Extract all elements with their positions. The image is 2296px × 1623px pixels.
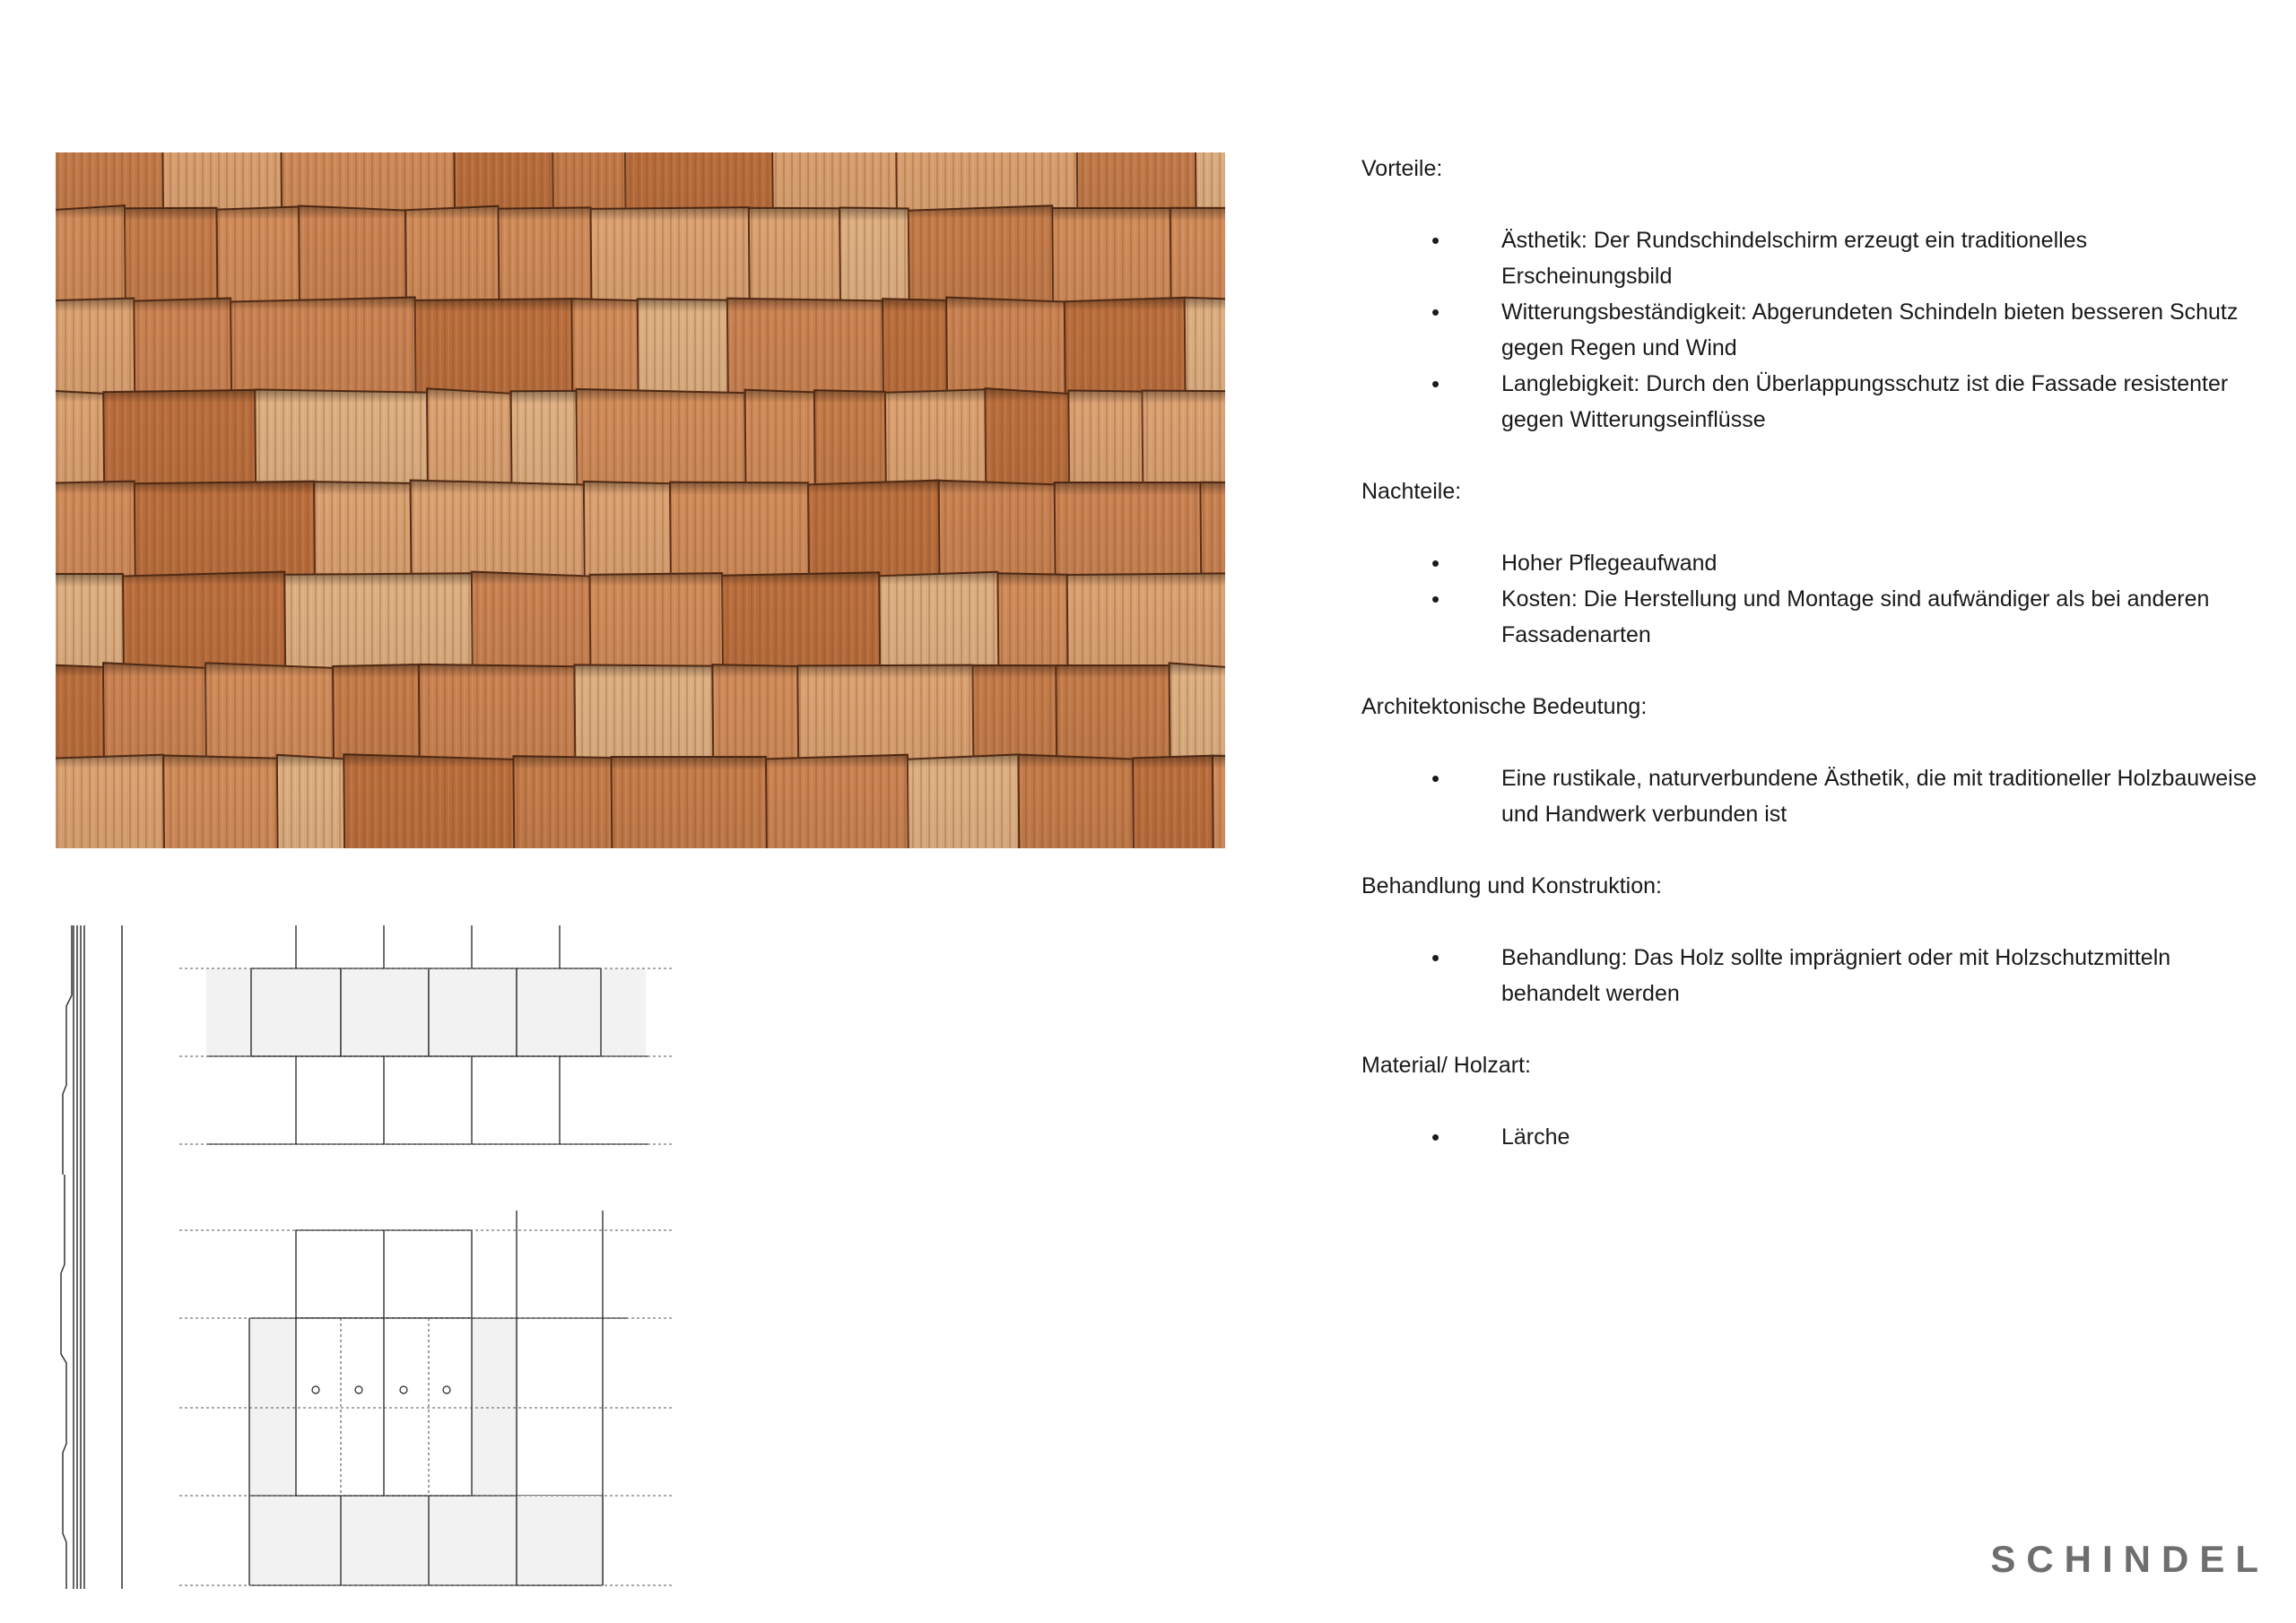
upper-shingle-grid bbox=[206, 925, 648, 1144]
section bbox=[1361, 473, 2258, 653]
section bbox=[1361, 1047, 2258, 1155]
list-item: • Eine rustikale, naturverbundene Ästhetik, die mit traditioneller Holzbauweise und Handwerk verbunden ist bbox=[1361, 760, 2258, 832]
shingle-shade bbox=[344, 754, 515, 848]
bullet-list bbox=[1361, 545, 2258, 653]
shingle-shade bbox=[1133, 756, 1214, 848]
brand-wordmark: SCHINDEL bbox=[1990, 1538, 2269, 1580]
section bbox=[1361, 151, 2258, 438]
bullet-list bbox=[1361, 222, 2258, 438]
bullet-list bbox=[1361, 940, 2258, 1011]
lower-shingle-grid bbox=[249, 1211, 628, 1585]
section-title: Material/ Holzart: bbox=[1361, 1053, 1531, 1078]
shingle-shade bbox=[277, 755, 345, 848]
shingle-shade bbox=[766, 755, 909, 848]
list-item: • Hoher Pflegeaufwand bbox=[1361, 545, 2258, 581]
info-column bbox=[1361, 151, 2258, 1155]
shingle-shade bbox=[611, 757, 768, 848]
list-item: • Kosten: Die Herstellung und Montage sind aufwändiger als bei anderen Fassadenarten bbox=[1361, 581, 2258, 653]
shingle-photo bbox=[56, 152, 1225, 848]
section-title: Nachteile: bbox=[1361, 479, 1462, 504]
section-title: Architektonische Bedeutung: bbox=[1361, 694, 1648, 719]
shingle-shade bbox=[1018, 755, 1135, 848]
list-item: • Behandlung: Das Holz sollte imprägniert oder mit Holzschutzmitteln behandelt werden bbox=[1361, 940, 2258, 1011]
side-section bbox=[61, 925, 122, 1589]
section-title: Vorteile: bbox=[1361, 156, 1443, 181]
list-item: • Ästhetik: Der Rundschindelschirm erzeugt ein traditionelles Erscheinungsbild bbox=[1361, 222, 2258, 294]
shingle-shade bbox=[908, 754, 1021, 848]
shingle-drawing bbox=[54, 915, 700, 1596]
bullet-list bbox=[1361, 760, 2258, 832]
section-title: Behandlung und Konstruktion: bbox=[1361, 873, 1662, 898]
shingle-shade bbox=[163, 755, 279, 848]
shingle-shade bbox=[1213, 756, 1225, 848]
shingle-shade bbox=[513, 756, 613, 848]
list-item: • Langlebigkeit: Durch den Überlappungsschutz ist die Fassade resistenter gegen Witterungseinflüsse bbox=[1361, 366, 2258, 438]
list-item: • Lärche bbox=[1361, 1119, 2258, 1155]
shingle-shade bbox=[56, 755, 165, 848]
bullet-list bbox=[1361, 1119, 2258, 1155]
section bbox=[1361, 868, 2258, 1011]
section bbox=[1361, 689, 2258, 832]
list-item: • Witterungsbeständigkeit: Abgerundeten Schindeln bieten besseren Schutz gegen Regen und Wind bbox=[1361, 294, 2258, 366]
